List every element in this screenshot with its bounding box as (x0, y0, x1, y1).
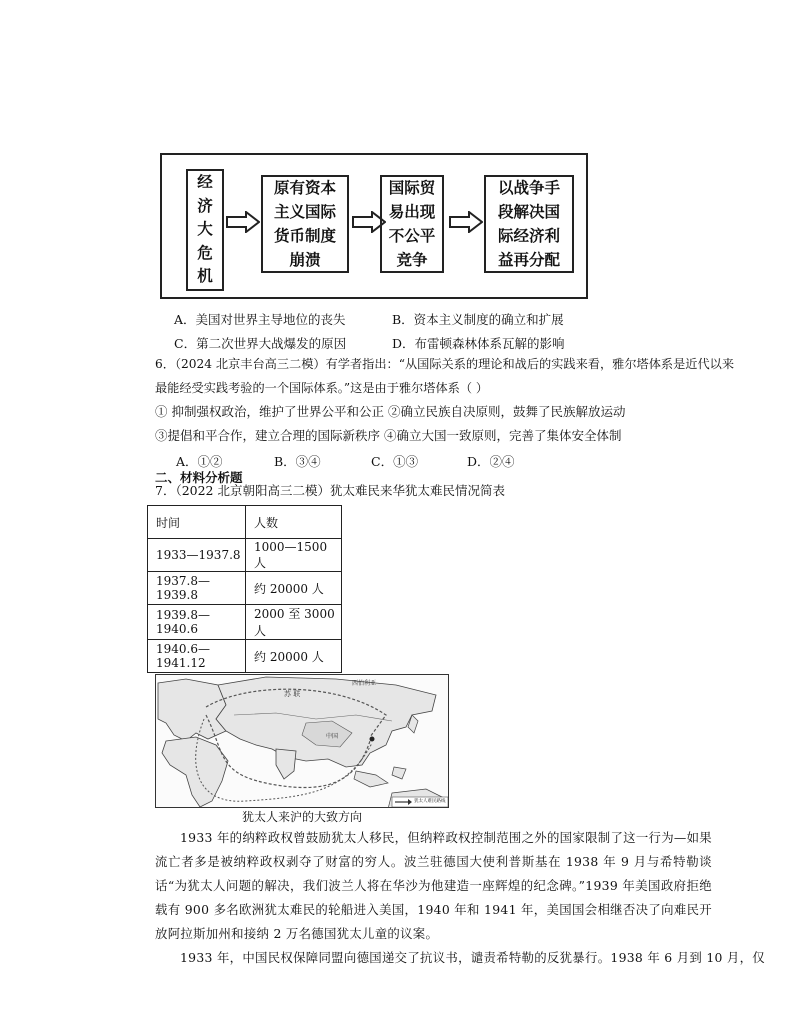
table-cell: 1933—1937.8 (148, 539, 246, 572)
flow-box-economic-crisis: 经 济 大 危 机 (186, 169, 224, 291)
table-cell: 1937.8—1939.8 (148, 572, 246, 605)
map-image (156, 675, 449, 808)
flow-box-war-redistribution: 以战争手 段解决国 际经济利 益再分配 (484, 175, 574, 273)
table-header: 时间 (148, 506, 246, 539)
q6-option-a: A．①② (176, 454, 223, 469)
table-row (148, 640, 342, 673)
q6-statements-line1: ① 抑制强权政治，维护了世界公平和公正 ②确立民族自决原则，鼓舞了民族解放运动 (155, 404, 626, 419)
map-label-siberia: 西伯利亚 (352, 680, 377, 687)
table-cell: 1940.6—1941.12 (148, 640, 246, 673)
table-cell: 约 20000 人 (246, 640, 342, 673)
q6-stem-line1: 6．（2024 北京丰台高三二模）有学者指出：“从国际关系的理论和战后的实践来看，雅尔塔体系是近代以来 (155, 357, 735, 371)
flow-diagram (160, 153, 588, 299)
map-label-ussr: 苏 联 (284, 690, 301, 698)
q6-option-b: B．③④ (274, 454, 321, 469)
flow-box-trade-unfair: 国际贸 易出现 不公平 竞争 (380, 175, 444, 273)
flow-box-monetary-collapse: 原有资本 主义国际 货币制度 崩溃 (261, 175, 349, 273)
q6-option-c: C．①③ (371, 454, 419, 469)
map-caption: 犹太人来沪的大致方向 (241, 810, 362, 824)
map-legend: 犹太人难民路线 (414, 799, 446, 804)
table-cell: 1939.8—1940.6 (148, 605, 246, 640)
refugee-table (147, 505, 342, 673)
table-cell: 1000—1500 人 (246, 539, 342, 572)
q5-option-b: B．资本主义制度的确立和扩展 (392, 312, 564, 327)
table-header-row (148, 506, 342, 539)
refugee-route-map (155, 674, 449, 808)
table-row (148, 605, 342, 640)
table-row (148, 572, 342, 605)
q5-option-c: C．第二次世界大战爆发的原因 (174, 336, 347, 351)
section-title: 二、材料分析题 (155, 470, 243, 485)
table-row (148, 539, 342, 572)
q5-option-a: A．美国对世界主导地位的丧失 (174, 312, 346, 327)
table-header: 人数 (246, 506, 342, 539)
table-cell: 2000 至 3000 人 (246, 605, 342, 640)
material-paragraph-1: 1933 年的纳粹政权曾鼓励犹太人移民，但纳粹政权控制范围之外的国家限制了这一行为—如果流亡者多是被纳粹政权剥夺了财富的穷人。波兰驻德国大使利普斯基在 1938 年 9 月与希特勒谈话“为犹太人问题的解决，我们波兰人将在华沙为他建造一座辉煌的纪念碑。”1939 年美国政府拒绝载有 900 多名欧洲犹太难民的轮船进入美国，1940 年和 1941 年，美国国会相继否决了向难民开放阿拉斯加州和接纳 2 万名德国犹太儿童的议案。 (155, 830, 712, 941)
arrow-right-icon (449, 211, 483, 233)
q6-stem-line2: 最能经受实践考验的一个国际体系。”这是由于雅尔塔体系（ ） (155, 381, 489, 395)
map-label-china: 中国 (326, 733, 339, 740)
q7-title: 7．（2022 北京朝阳高三二模）犹太难民来华犹太难民情况简表 (155, 483, 505, 498)
table-cell: 约 20000 人 (246, 572, 342, 605)
q5-option-d: D．布雷顿森林体系瓦解的影响 (392, 336, 565, 351)
material-paragraph-2: 1933 年，中国民权保障同盟向德国递交了抗议书，谴责希特勒的反犹暴行。1938 年 6 月到 10 月，仅 (180, 950, 765, 965)
q6-option-d: D．②④ (467, 454, 515, 469)
q6-statements-line2: ③提倡和平合作，建立合理的国际新秩序 ④确立大国一致原则，完善了集体安全体制 (155, 428, 622, 443)
arrow-right-icon (226, 211, 260, 233)
